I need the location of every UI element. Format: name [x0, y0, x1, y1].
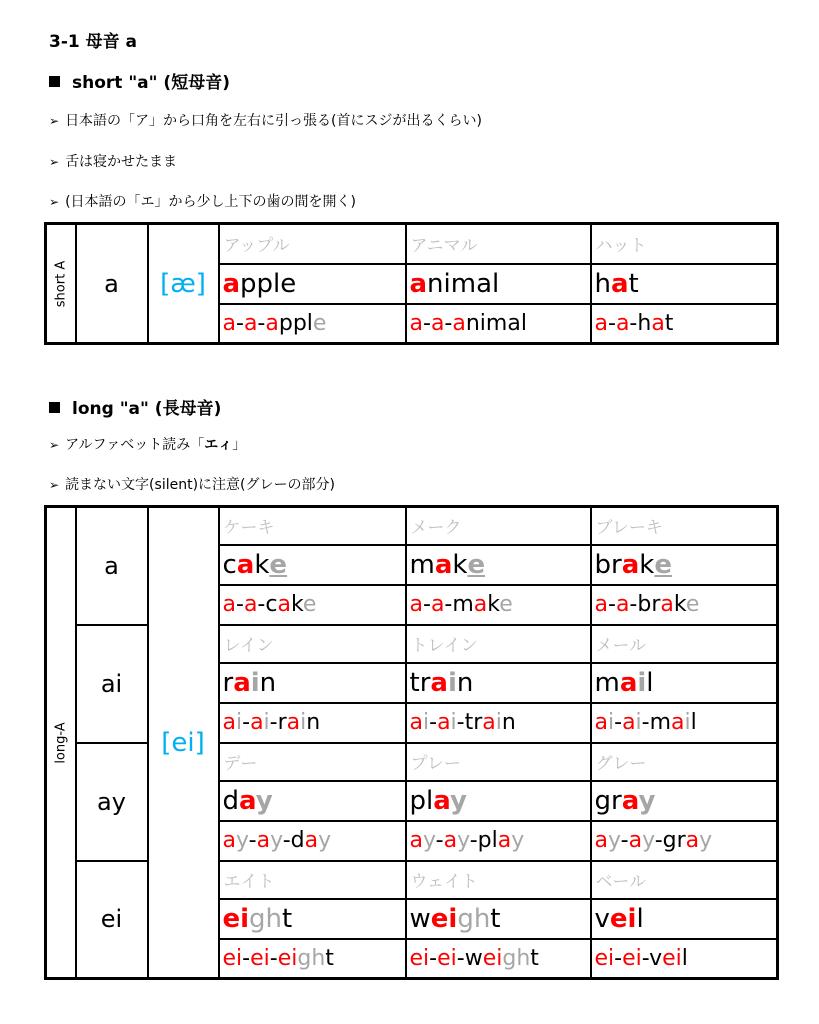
letter-segment: gh	[297, 945, 326, 971]
letter-segment: l	[681, 945, 688, 971]
letter-segment: i	[235, 710, 243, 735]
letter-segment: i	[450, 710, 457, 735]
example-word	[591, 264, 778, 304]
long-a-heading	[49, 394, 221, 419]
letter-segment: a	[660, 592, 674, 617]
letter-segment: a	[443, 828, 458, 853]
letter-segment: a	[615, 310, 630, 336]
bullet-text: 読まない文字(silent)に注意(グレーの部分)	[65, 477, 335, 493]
group-label: short A	[53, 260, 69, 307]
chant-phrase	[406, 585, 591, 625]
chant-phrase	[591, 939, 778, 979]
letter-segment: a	[434, 549, 453, 580]
example-word	[591, 899, 778, 939]
letter-segment: i	[250, 667, 260, 698]
letter-segment: -	[248, 828, 257, 853]
katakana-reading: アニマル	[406, 224, 591, 264]
chant-phrase	[219, 821, 406, 861]
letter-segment: gh	[249, 903, 283, 934]
letter-segment: i	[635, 710, 642, 735]
letter-segment: -	[422, 310, 431, 336]
bullet-text: (日本語の「エ」から少し上下の歯の間を開く)	[65, 194, 356, 210]
letter-segment: -br	[629, 592, 661, 617]
letter-segment: a	[409, 268, 428, 299]
letter-segment: a	[430, 592, 445, 617]
page-title: 3-1 母音 a	[49, 32, 138, 52]
letter-segment: r	[222, 667, 234, 698]
spelling: a	[76, 224, 148, 344]
letter-segment: t	[530, 945, 539, 971]
letter-segment: -c	[257, 592, 278, 617]
letter-segment: i	[495, 710, 502, 735]
square-bullet-icon	[49, 402, 60, 413]
group-label-cell	[46, 507, 76, 979]
letter-segment: v	[594, 903, 610, 934]
letter-segment: n	[456, 667, 474, 698]
letter-segment: e	[467, 549, 486, 580]
katakana-reading: ハット	[591, 224, 778, 264]
letter-segment: -r	[269, 710, 287, 735]
letter-segment: -	[242, 945, 251, 971]
chant-phrase	[406, 703, 591, 743]
letter-segment: t	[490, 903, 501, 934]
chant-phrase	[219, 939, 406, 979]
letter-segment: ei	[482, 945, 503, 971]
letter-segment: -gr	[654, 828, 686, 853]
letter-segment: ei	[222, 903, 250, 934]
letter-segment: -	[620, 828, 629, 853]
arrow-bullet-icon: ➢	[49, 155, 60, 169]
letter-segment: a	[594, 592, 608, 617]
letter-segment: y	[270, 828, 283, 853]
letter-segment: ei	[437, 945, 457, 971]
letter-segment: -	[444, 310, 453, 336]
square-bullet-icon	[49, 76, 60, 87]
chant-phrase	[591, 703, 778, 743]
bullet-text: 日本語の「ア」から口角を左右に引っ張る(首にスジが出るくらい)	[65, 113, 482, 129]
letter-segment: ei	[594, 945, 615, 971]
letter-segment: -d	[282, 828, 305, 853]
short-bullet-2	[49, 151, 177, 171]
letter-segment: c	[222, 549, 237, 580]
letter-segment: -w	[456, 945, 483, 971]
letter-segment: e	[499, 592, 513, 617]
letter-segment: e	[654, 549, 672, 580]
letter-segment: -	[269, 945, 278, 971]
letter-segment: a	[610, 268, 629, 299]
letter-segment: m	[409, 549, 435, 580]
letter-segment: i	[300, 710, 307, 735]
katakana-reading: レイン	[219, 625, 406, 663]
letter-segment: ei	[277, 945, 298, 971]
letter-segment: -v	[641, 945, 663, 971]
letter-segment: y	[607, 828, 621, 853]
letter-segment: -	[429, 710, 438, 735]
letter-segment: -tr	[456, 710, 483, 735]
letter-segment: t	[282, 903, 293, 934]
letter-segment: -	[614, 710, 623, 735]
letter-segment: i	[263, 710, 270, 735]
letter-segment: ei	[222, 945, 243, 971]
katakana-reading: デー	[219, 743, 406, 781]
letter-segment: pl	[409, 785, 434, 816]
letter-segment: -	[607, 592, 616, 617]
letter-segment: -	[614, 945, 623, 971]
letter-segment: l	[636, 903, 644, 934]
example-word	[406, 264, 591, 304]
letter-segment: y	[422, 828, 436, 853]
letter-segment: l	[690, 710, 697, 735]
letter-segment: a	[222, 710, 236, 735]
letter-segment: -	[235, 310, 244, 336]
letter-segment: a	[621, 549, 640, 580]
letter-segment: a	[286, 710, 301, 735]
long-bullet-2	[49, 474, 335, 494]
letter-segment: a	[433, 785, 450, 816]
letter-segment: ei	[609, 903, 637, 934]
chant-phrase	[591, 585, 778, 625]
arrow-bullet-icon: ➢	[49, 438, 60, 452]
letter-segment: a	[239, 785, 256, 816]
example-word	[219, 663, 406, 703]
short-bullet-3	[49, 191, 356, 211]
letter-segment: nimal	[427, 268, 500, 299]
letter-segment: a	[243, 592, 258, 617]
letter-segment: ei	[250, 945, 270, 971]
letter-segment: e	[312, 310, 327, 336]
letter-segment: a	[622, 710, 636, 735]
example-word	[591, 781, 778, 821]
letter-segment: a	[628, 828, 643, 853]
letter-segment: ei	[622, 945, 642, 971]
letter-segment: a	[497, 828, 512, 853]
letter-segment: y	[235, 828, 249, 853]
letter-segment: nimal	[465, 310, 527, 336]
letter-segment: a	[671, 710, 685, 735]
example-word	[591, 545, 778, 585]
chant-phrase	[219, 585, 406, 625]
letter-segment: y	[255, 785, 273, 816]
arrow-bullet-icon: ➢	[49, 478, 60, 492]
letter-segment: a	[473, 592, 488, 617]
letter-segment: i	[684, 710, 691, 735]
letter-segment: w	[409, 903, 431, 934]
letter-segment: a	[685, 828, 700, 853]
katakana-reading: ケーキ	[219, 507, 406, 545]
letter-segment: t	[325, 945, 334, 971]
letter-segment: a	[594, 310, 608, 336]
example-word	[406, 899, 591, 939]
letter-segment: e	[302, 592, 317, 617]
katakana-reading: プレー	[406, 743, 591, 781]
katakana-reading: エイト	[219, 861, 406, 899]
letter-segment: k	[452, 549, 468, 580]
group-label: long-A	[53, 721, 69, 764]
katakana-reading: ベール	[591, 861, 778, 899]
letter-segment: a	[250, 710, 264, 735]
letter-segment: n	[259, 667, 277, 698]
letter-segment: ei	[430, 903, 458, 934]
letter-segment: l	[646, 667, 654, 698]
example-word	[219, 899, 406, 939]
letter-segment: a	[409, 710, 423, 735]
letter-segment: ei	[409, 945, 430, 971]
letter-segment: k	[487, 592, 500, 617]
letter-segment: ei	[662, 945, 682, 971]
letter-segment: e	[269, 549, 288, 580]
spelling: ei	[76, 861, 148, 979]
long-a-heading-text: long "a" (長母音)	[72, 399, 222, 419]
letter-segment: a	[243, 310, 258, 336]
letter-segment: k	[254, 549, 270, 580]
letter-segment: a	[265, 310, 279, 336]
letter-segment: ppl	[278, 310, 313, 336]
letter-segment: a	[222, 268, 241, 299]
letter-segment: a	[430, 310, 445, 336]
letter-segment: a	[452, 310, 466, 336]
spelling: a	[76, 507, 148, 625]
example-word	[219, 264, 406, 304]
spelling: ay	[76, 743, 148, 861]
letter-segment: a	[594, 710, 608, 735]
chant-phrase	[406, 304, 591, 344]
letter-segment: a	[651, 310, 665, 336]
letter-segment: tr	[409, 667, 431, 698]
example-word	[406, 663, 591, 703]
letter-segment: y	[511, 828, 525, 853]
letter-segment: gh	[457, 903, 491, 934]
letter-segment: y	[642, 828, 655, 853]
katakana-reading: トレイン	[406, 625, 591, 663]
example-word	[591, 663, 778, 703]
letter-segment: a	[615, 592, 630, 617]
letter-segment: -pl	[469, 828, 498, 853]
letter-segment: a	[409, 828, 423, 853]
letter-segment: a	[304, 828, 319, 853]
example-word	[406, 781, 591, 821]
chant-phrase	[219, 703, 406, 743]
letter-segment: k	[290, 592, 303, 617]
chant-phrase	[406, 939, 591, 979]
letter-segment: pple	[240, 268, 297, 299]
letter-segment: i	[422, 710, 430, 735]
letter-segment: y	[449, 785, 467, 816]
letter-segment: -	[257, 310, 266, 336]
letter-segment: a	[409, 310, 423, 336]
katakana-reading: ブレーキ	[591, 507, 778, 545]
arrow-bullet-icon: ➢	[49, 114, 60, 128]
letter-segment: d	[222, 785, 240, 816]
letter-segment: y	[457, 828, 470, 853]
chant-phrase	[591, 821, 778, 861]
letter-segment: y	[699, 828, 713, 853]
example-word	[219, 545, 406, 585]
short-a-heading-text: short "a" (短母音)	[72, 73, 230, 93]
katakana-reading: メーク	[406, 507, 591, 545]
letter-segment: br	[594, 549, 622, 580]
ipa-symbol: [æ]	[148, 224, 219, 344]
letter-segment: y	[318, 828, 332, 853]
bullet-text: 舌は寝かせたまま	[65, 154, 178, 170]
letter-segment: i	[637, 667, 647, 698]
bullet-text: 」	[232, 437, 247, 453]
letter-segment: -	[235, 592, 244, 617]
letter-segment: y	[638, 785, 656, 816]
long-bullet-1	[49, 434, 246, 454]
letter-segment: n	[306, 710, 321, 735]
letter-segment: m	[594, 667, 620, 698]
letter-segment: a	[437, 710, 451, 735]
letter-segment: -	[429, 945, 438, 971]
letter-segment: t	[628, 268, 639, 299]
letter-segment: -	[422, 592, 431, 617]
letter-segment: h	[594, 268, 611, 299]
letter-segment: i	[607, 710, 615, 735]
letter-segment: -m	[444, 592, 474, 617]
letter-segment: k	[639, 549, 655, 580]
letter-segment: a	[430, 667, 448, 698]
katakana-reading: グレー	[591, 743, 778, 781]
example-word	[406, 545, 591, 585]
letter-segment: gh	[502, 945, 531, 971]
short-a-table	[44, 222, 779, 345]
letter-segment: gr	[594, 785, 622, 816]
letter-segment: -	[607, 310, 616, 336]
katakana-reading: メール	[591, 625, 778, 663]
katakana-reading: アップル	[219, 224, 406, 264]
chant-phrase	[406, 821, 591, 861]
spelling: ai	[76, 625, 148, 743]
letter-segment: a	[236, 549, 255, 580]
letter-segment: n	[501, 710, 516, 735]
letter-segment: a	[233, 667, 251, 698]
chant-phrase	[219, 304, 406, 344]
letter-segment: a	[222, 592, 236, 617]
letter-segment: a	[222, 828, 236, 853]
group-label-cell	[46, 224, 76, 344]
short-bullet-1	[49, 110, 482, 130]
ipa-symbol: [ei]	[148, 507, 219, 979]
katakana-reading: ウェイト	[406, 861, 591, 899]
letter-segment: a	[621, 785, 639, 816]
letter-segment: k	[673, 592, 686, 617]
letter-segment: a	[256, 828, 271, 853]
letter-segment: i	[447, 667, 457, 698]
letter-segment: a	[619, 667, 638, 698]
letter-segment: a	[277, 592, 291, 617]
chant-phrase	[591, 304, 778, 344]
example-word	[219, 781, 406, 821]
letter-segment: a	[594, 828, 608, 853]
letter-segment: -h	[629, 310, 652, 336]
bullet-bold-text: エィ	[204, 437, 233, 453]
letter-segment: t	[664, 310, 674, 336]
letter-segment: e	[685, 592, 700, 617]
bullet-text: アルファベット読み「	[65, 437, 205, 453]
letter-segment: -	[435, 828, 444, 853]
letter-segment: -m	[641, 710, 672, 735]
letter-segment: a	[482, 710, 496, 735]
long-a-table	[44, 505, 779, 980]
short-a-heading	[49, 68, 230, 93]
arrow-bullet-icon: ➢	[49, 195, 60, 209]
letter-segment: a	[222, 310, 236, 336]
letter-segment: -	[242, 710, 251, 735]
letter-segment: a	[409, 592, 423, 617]
